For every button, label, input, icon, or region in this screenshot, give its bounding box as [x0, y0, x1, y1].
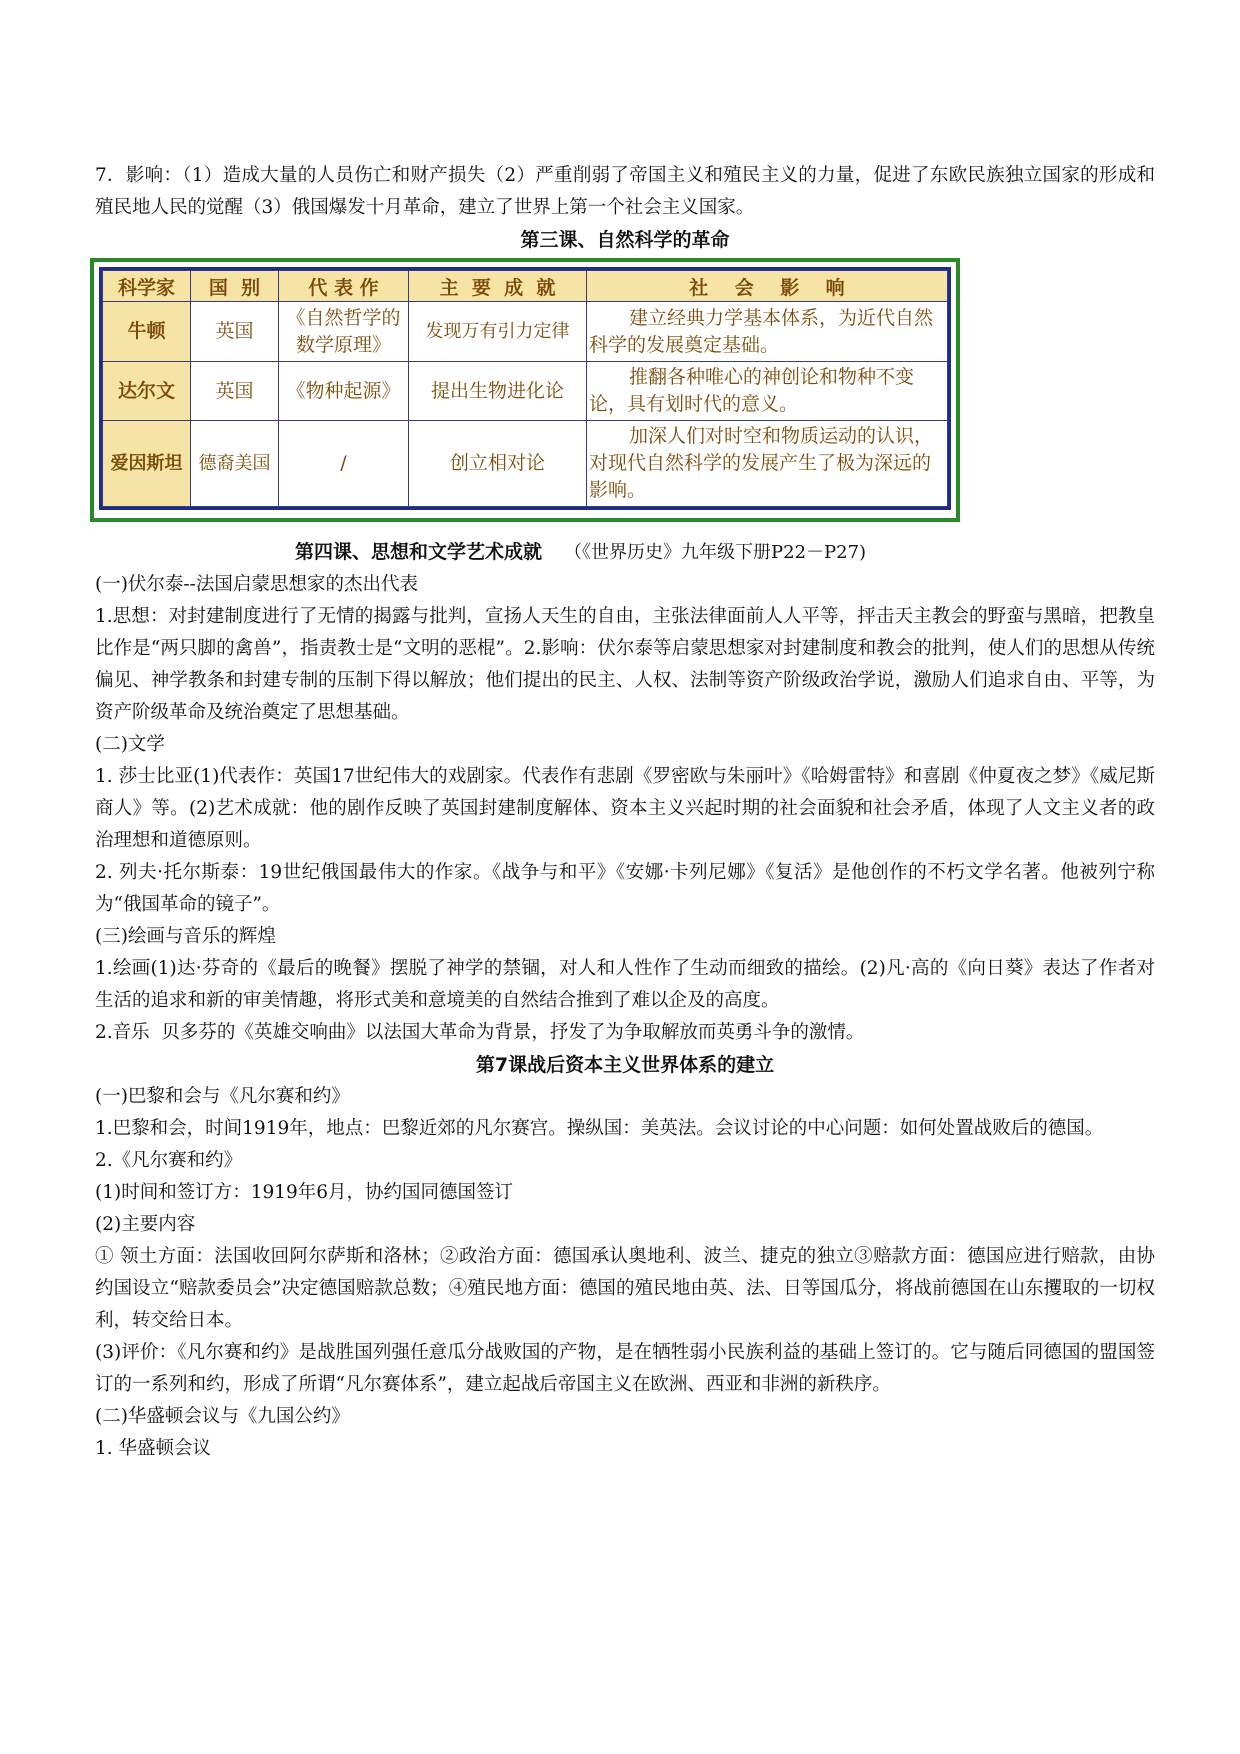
table-row — [103, 421, 948, 507]
ww1-impact-paragraph: 7．影响：（1）造成大量的人员伤亡和财产损失（2）严重削弱了帝国主义和殖民主义的力量，促进了东欧民族独立国家的形成和殖民地人民的觉醒（3）俄国爆发十月革命，建立了世界上第一个社会主义国家。 — [95, 165, 1155, 218]
cell-country: 英国 — [191, 302, 279, 362]
lesson3-title: 第三课、自然科学的革命 — [520, 229, 730, 251]
document-page — [95, 160, 1155, 1465]
scientists-table-border — [99, 267, 951, 510]
cell-work: 《物种起源》 — [279, 362, 409, 421]
scientists-table — [102, 270, 948, 507]
section-heading: (一)伏尔泰--法国启蒙思想家的杰出代表 — [95, 574, 418, 595]
shakespeare-paragraph: 1. 莎士比亚(1)代表作：英国17世纪伟大的戏剧家。代表作有悲剧《罗密欧与朱丽叶》《哈姆雷特》和喜剧《仲夏夜之梦》《威尼斯商人》等。(2)艺术成就：他的剧作反映了英国封建制度解体、资本主义兴起时期的社会面貌和社会矛盾，体现了人文主义者的政治理想和道德原则。 — [95, 766, 1155, 851]
versailles-evaluation-paragraph: (3)评价：《凡尔赛和约》是战胜国列强任意瓜分战败国的产物，是在牺牲弱小民族利益的基础上签订的。它与随后同德国的盟国签订的一系列和约，形成了所谓“凡尔赛体系”，建立起战后帝国主义在欧洲、西亚和非洲的新秩序。 — [95, 1342, 1155, 1395]
col-header-work: 代 表 作 — [279, 271, 409, 302]
table-header-row — [103, 271, 948, 302]
cell-country: 英国 — [191, 362, 279, 421]
tolstoy-paragraph: 2. 列夫·托尔斯泰：19世纪俄国最伟大的作家。《战争与和平》《安娜·卡列尼娜》《复活》是他创作的不朽文学名著。他被列宁称为“俄国革命的镜子”。 — [95, 862, 1155, 915]
cell-name: 爱因斯坦 — [103, 421, 191, 507]
voltaire-paragraph: 1.思想：对封建制度进行了无情的揭露与批判，宣扬人天生的自由，主张法律面前人人平等，抨击天主教会的野蛮与黑暗，把教皇比作是“两只脚的禽兽”，指责教士是“文明的恶棍”。2.影响：伏尔泰等启蒙思想家对封建制度和教会的批判，使人们的思想从传统偏见、神学教条和封建专制的压制下得以解放；他们提出的民主、人权、法制等资产阶级政治学说，激励人们追求自由、平等，为资产阶级革命及统治奠定了思想基础。 — [95, 606, 1155, 723]
painting-paragraph: 1.绘画(1)达·芬奇的《最后的晚餐》摆脱了神学的禁锢，对人和人性作了生动而细致的描绘。(2)凡·高的《向日葵》表达了作者对生活的追求和新的审美情趣，将形式美和意境美的自然结合推到了难以企及的高度。 — [95, 958, 1155, 1011]
cell-name: 达尔文 — [103, 362, 191, 421]
lesson4-title-line — [95, 536, 1155, 569]
lesson4-title: 第四课、思想和文学艺术成就 — [295, 541, 543, 563]
cell-impact: 加深人们对时空和物质运动的认识，对现代自然科学的发展产生了极为深远的影响。 — [587, 421, 948, 507]
versailles-time-paragraph: (1)时间和签订方：1919年6月，协约国同德国签订 — [95, 1182, 514, 1203]
music-paragraph: 2.音乐 贝多芬的《英雄交响曲》以法国大革命为背景，抒发了为争取解放而英勇斗争的激情。 — [95, 1022, 865, 1043]
section-heading: (三)绘画与音乐的辉煌 — [95, 926, 276, 947]
cell-impact: 建立经典力学基本体系，为近代自然科学的发展奠定基础。 — [587, 302, 948, 362]
cell-work: 《自然哲学的数学原理》 — [279, 302, 409, 362]
versailles-heading: 2.《凡尔赛和约》 — [95, 1150, 243, 1171]
col-header-country: 国 别 — [191, 271, 279, 302]
washington-conference-heading: 1. 华盛顿会议 — [95, 1438, 212, 1459]
cell-achievement: 创立相对论 — [409, 421, 587, 507]
versailles-content-paragraph: ① 领土方面：法国收回阿尔萨斯和洛林；②政治方面：德国承认奥地利、波兰、捷克的独立③赔款方面：德国应进行赔款，由协约国设立“赔款委员会”决定德国赔款总数；④殖民地方面：德国的殖民地由英、法、日等国瓜分，将战前德国在山东攫取的一切权利，转交给日本。 — [95, 1246, 1155, 1331]
cell-country: 德裔美国 — [191, 421, 279, 507]
section-heading: (二)文学 — [95, 734, 165, 755]
col-header-achievement: 主 要 成 就 — [409, 271, 587, 302]
cell-work: / — [279, 421, 409, 507]
col-header-scientist: 科学家 — [103, 271, 191, 302]
lesson7-title: 第7课战后资本主义世界体系的建立 — [475, 1054, 775, 1076]
versailles-content-heading: (2)主要内容 — [95, 1214, 196, 1235]
scientists-table-frame — [90, 258, 960, 522]
section-heading: (一)巴黎和会与《凡尔赛和约》 — [95, 1086, 350, 1107]
cell-name: 牛顿 — [103, 302, 191, 362]
section-heading: (二)华盛顿会议与《九国公约》 — [95, 1406, 350, 1427]
cell-achievement: 发现万有引力定律 — [409, 302, 587, 362]
cell-achievement: 提出生物进化论 — [409, 362, 587, 421]
cell-impact: 推翻各种唯心的神创论和物种不变论，具有划时代的意义。 — [587, 362, 948, 421]
col-header-impact: 社 会 影 响 — [587, 271, 948, 302]
table-row — [103, 362, 948, 421]
lesson4-subtitle: （《世界历史》九年级下册P22－P27) — [564, 542, 867, 563]
table-row — [103, 302, 948, 362]
paris-conference-paragraph: 1.巴黎和会，时间1919年，地点：巴黎近郊的凡尔赛宫。操纵国：美英法。会议讨论的中心问题：如何处置战败后的德国。 — [95, 1118, 1104, 1139]
